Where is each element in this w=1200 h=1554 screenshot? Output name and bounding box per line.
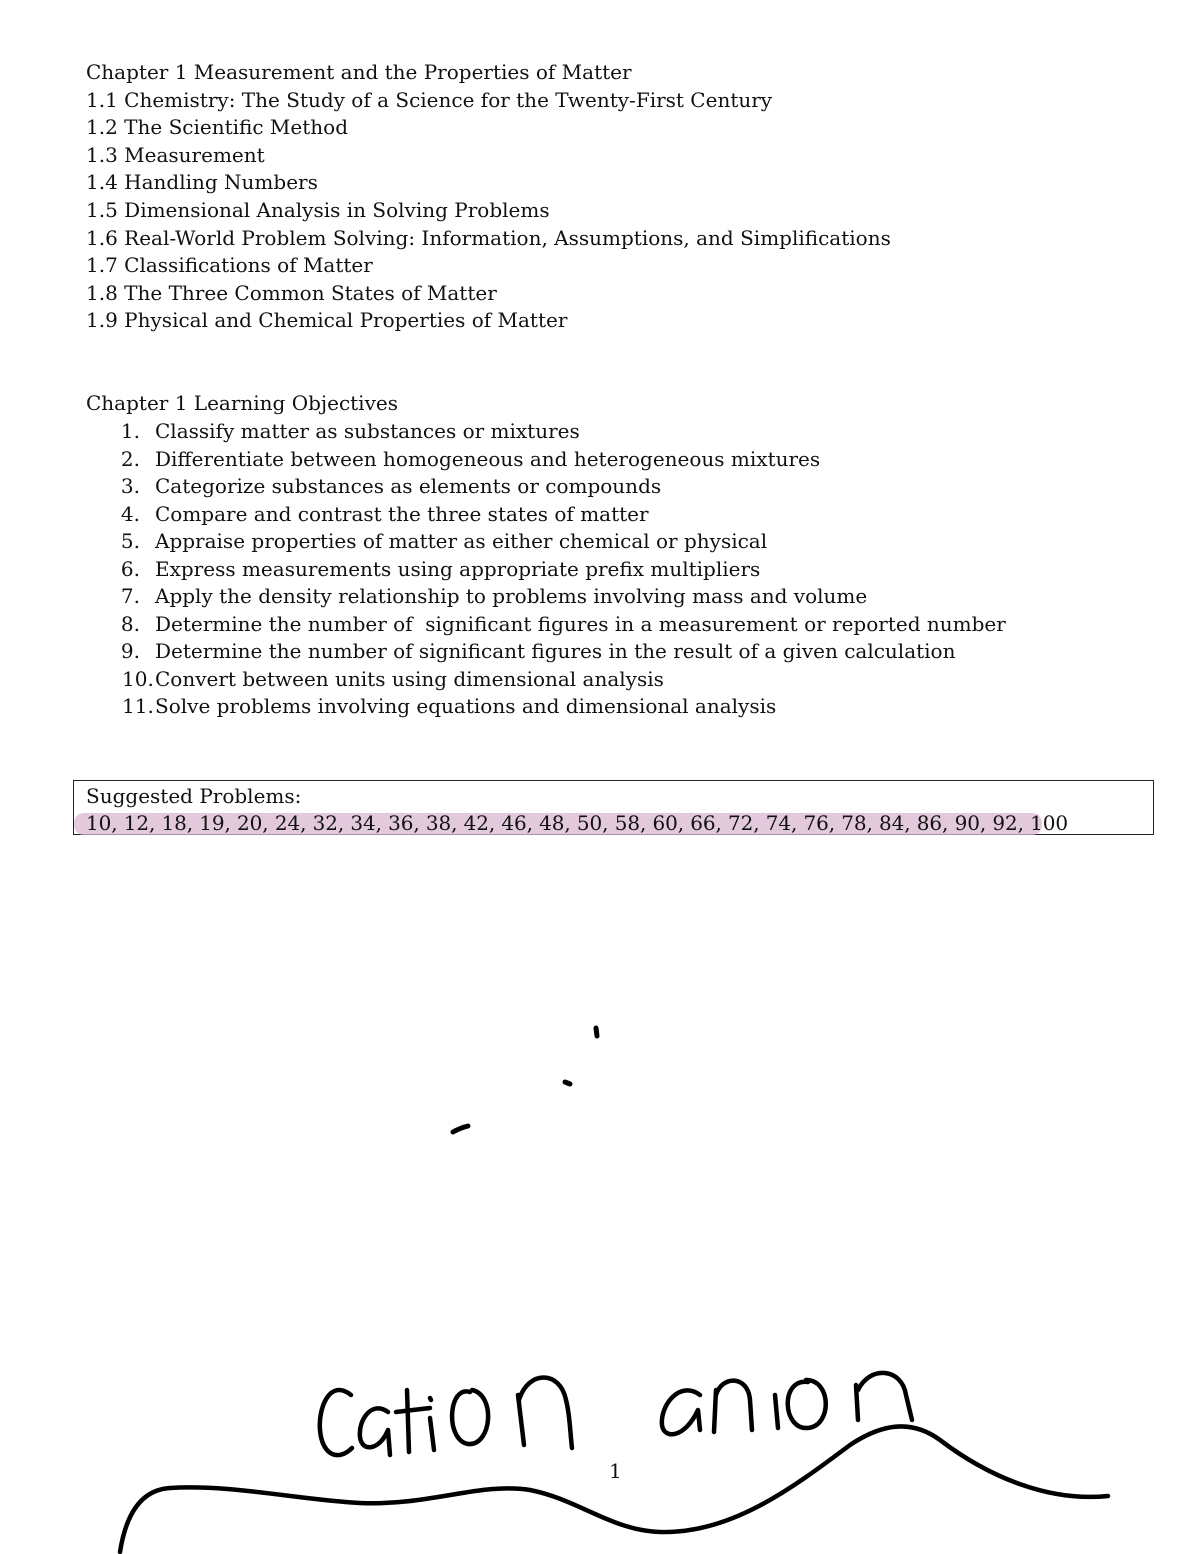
objective-text: Differentiate between homogeneous and heterogeneous mixtures (155, 446, 821, 471)
objective-number: 4. (120, 501, 140, 526)
objective-number: 8. (120, 611, 140, 636)
wavy-line (120, 1426, 1108, 1552)
objectives-heading: Chapter 1 Learning Objectives (86, 391, 398, 415)
section-1-8: 1.8 The Three Common States of Matter (86, 280, 497, 305)
objective-text: Solve problems involving equations and dimensional analysis (155, 694, 777, 718)
section-1-6: 1.6 Real-World Problem Solving: Information, Assumptions, and Simplifications (86, 225, 891, 250)
objective-number: 1. (120, 419, 140, 443)
objective-number: 3. (120, 474, 140, 498)
section-1-9: 1.9 Physical and Chemical Properties of Matter (86, 308, 568, 333)
page-number: 1 (609, 1459, 622, 1483)
objective-number: 5. (120, 529, 140, 553)
ink-dash (453, 1126, 468, 1132)
section-1-5: 1.5 Dimensional Analysis in Solving Problems (86, 197, 550, 222)
objective-text: Appraise properties of matter as either chemical or physical (155, 529, 768, 553)
objective-text: Compare and contrast the three states of matter (155, 501, 649, 526)
objective-text: Determine the number of significant figures in a measurement or reported number (155, 611, 1006, 636)
suggested-problems-list: 10, 12, 18, 19, 20, 24, 32, 34, 36, 38, 42, 46, 48, 50, 58, 60, 66, 72, 74, 76, 78, 84, 86, 90, 92, 100 (86, 811, 1068, 835)
objective-number: 7. (120, 584, 140, 608)
handwritten-text (320, 1373, 912, 1455)
objective-number: 2. (120, 446, 140, 471)
objective-text: Categorize substances as elements or compounds (155, 474, 662, 498)
objective-text: Express measurements using appropriate prefix multipliers (155, 556, 761, 581)
objective-number: 6. (120, 556, 140, 581)
ink-dot (596, 1028, 597, 1036)
objective-text: Classify matter as substances or mixtures (155, 419, 580, 443)
section-1-4: 1.4 Handling Numbers (86, 170, 318, 195)
objective-text: Determine the number of significant figures in the result of a given calculation (155, 639, 956, 663)
section-1-1: 1.1 Chemistry: The Study of a Science for the Twenty-First Century (86, 87, 773, 112)
objective-text: Apply the density relationship to problems involving mass and volume (155, 584, 868, 608)
section-1-2: 1.2 The Scientific Method (86, 115, 349, 140)
section-1-7: 1.7 Classifications of Matter (86, 253, 373, 278)
objective-number: 11. (122, 694, 154, 718)
objective-number: 10. (122, 666, 154, 691)
objective-number: 9. (120, 639, 140, 663)
objective-text: Convert between units using dimensional analysis (155, 666, 664, 691)
suggested-problems-title: Suggested Problems: (86, 784, 302, 808)
chapter-title: Chapter 1 Measurement and the Properties of Matter (86, 60, 632, 84)
section-1-3: 1.3 Measurement (86, 142, 265, 167)
ink-dot (565, 1082, 570, 1084)
